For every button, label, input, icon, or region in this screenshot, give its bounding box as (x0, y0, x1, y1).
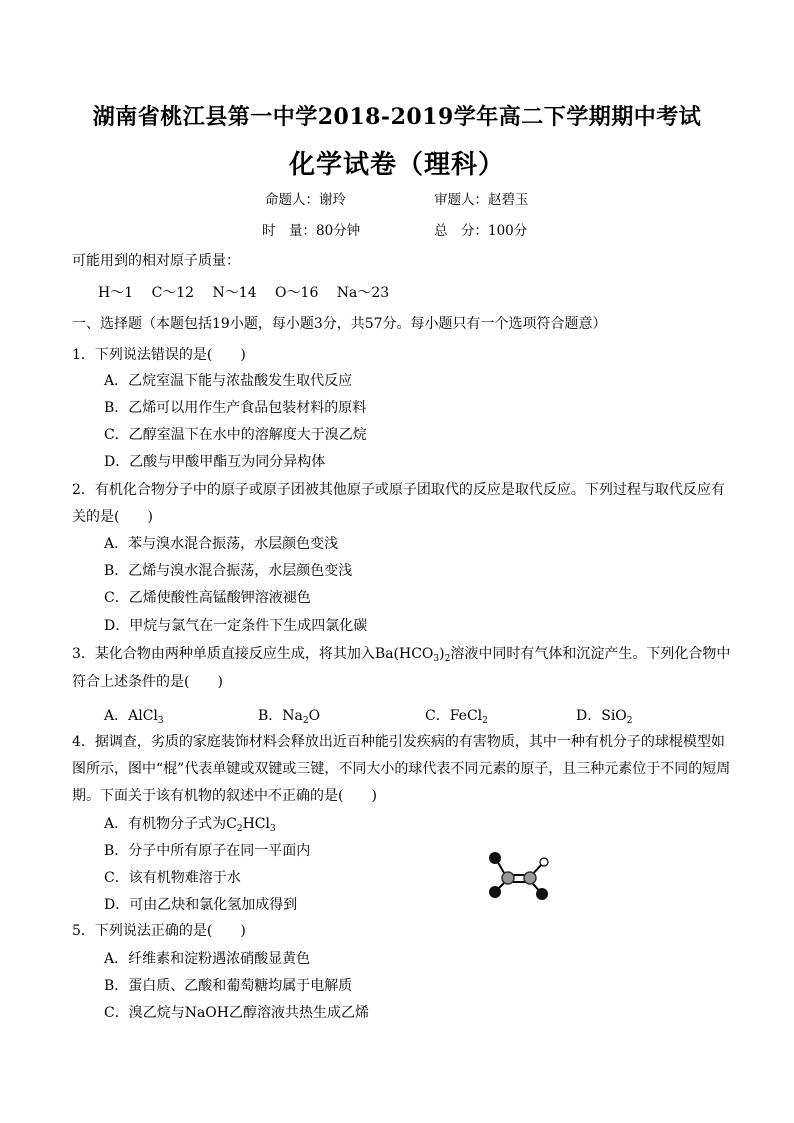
question-1-option-a: A．乙烷室温下能与浓盐酸发生取代反应 (104, 373, 353, 389)
question-3-option-a (104, 707, 164, 730)
question-5-option-c: C．溴乙烷与NaOH乙醇溶液共热生成乙烯 (104, 1005, 369, 1021)
section-heading: 一、选择题（本题包括19小题，每小题3分，共57分。每小题只有一个选项符合题意） (72, 316, 607, 332)
q3-stem-sub2: 2 (444, 654, 451, 664)
atomic-mass-values: H～1 C～12 N～14 O～16 Na～23 (98, 285, 390, 301)
question-4-stem-line-1: 4．据调查，劣质的家庭装饰材料会释放出近百种能引发疾病的有害物质，其中一种有机分子的球棍模型如 (72, 734, 725, 750)
q3-a-sub: 3 (157, 716, 164, 726)
question-1-option-d: D．乙酸与甲酸甲酯互为同分异构体 (104, 454, 326, 470)
q3-stem-pre: 3．某化合物由两种单质直接反应生成，将其加入Ba(HCO (72, 646, 434, 662)
question-1-option-b: B．乙烯可以用作生产食品包装材料的原料 (104, 400, 367, 416)
ball-and-stick-model-figure (480, 845, 560, 905)
q3-d-pre: D．SiO (576, 708, 627, 724)
q3-stem-sub: 3 (433, 654, 440, 664)
question-5-stem: 5．下列说法正确的是( ) (72, 923, 246, 939)
question-4-option-b: B．分子中所有原子在同一平面内 (104, 843, 311, 859)
question-2-stem-line-2: 关的是( ) (72, 509, 153, 525)
question-5-option-b: B．蛋白质、乙酸和葡萄糖均属于电解质 (104, 978, 353, 994)
question-2-stem-line-1: 2．有机化合物分子中的原子或原子团被其他原子或原子团取代的反应是取代反应。下列过程与取代反应有 (72, 482, 725, 498)
q3-b-sub: 2 (302, 716, 309, 726)
q4-a-mid: HCl (242, 816, 270, 832)
question-4-option-d: D．可由乙炔和氯化氢加成得到 (104, 897, 298, 913)
question-3-option-c (425, 707, 488, 730)
q3-stem-mid: ) (439, 646, 445, 662)
atomic-mass-label: 可能用到的相对原子质量： (72, 253, 240, 269)
time-limit: 时 量：80分钟 (262, 223, 361, 239)
q3-c-pre: C．FeCl (425, 708, 483, 724)
question-2-option-a: A．苯与溴水混合振荡，水层颜色变浅 (104, 536, 339, 552)
carbon-atom (524, 872, 536, 884)
q3-b-pre: B．Na (258, 708, 303, 724)
q3-b-post: O (308, 708, 321, 724)
question-4-option-a (104, 815, 276, 838)
q4-a-sub1: 2 (236, 824, 243, 834)
q3-c-sub: 2 (482, 716, 488, 726)
question-1-stem: 1．下列说法错误的是( ) (72, 347, 246, 363)
chlorine-atom (536, 888, 548, 900)
question-2-option-b: B．乙烯与溴水混合振荡，水层颜色变浅 (104, 563, 353, 579)
question-4-stem-line-2: 图所示，图中“棍”代表单键或双键或三键，不同大小的球代表不同元素的原子，且三种元素位于不同的短周 (72, 761, 731, 777)
q3-a-pre: A．AlCl (104, 708, 158, 724)
q3-stem-post: 溶液中同时有气体和沉淀产生。下列化合物中 (450, 646, 731, 662)
exam-title: 湖南省桃江县第一中学2018-2019学年高二下学期期中考试 (92, 104, 702, 130)
question-3-stem-line-2: 符合上述条件的是( ) (72, 674, 223, 690)
question-2-option-d: D．甲烷与氯气在一定条件下生成四氯化碳 (104, 618, 368, 634)
question-5-option-a: A．纤维素和淀粉遇浓硝酸显黄色 (104, 951, 311, 967)
question-2-option-c: C．乙烯使酸性高锰酸钾溶液褪色 (104, 590, 311, 606)
chlorine-atom (489, 852, 501, 864)
question-4-stem-line-3: 期。下面关于该有机物的叙述中不正确的是( ) (72, 788, 377, 804)
hydrogen-atom (540, 858, 548, 866)
carbon-atom (502, 872, 514, 884)
q3-d-sub: 2 (626, 716, 633, 726)
reviewer: 审题人：赵碧玉 (434, 192, 529, 208)
total-score: 总 分：100分 (434, 223, 528, 239)
question-3-option-d (576, 707, 633, 730)
proposer: 命题人：谢玲 (265, 192, 346, 208)
chlorine-atom (489, 886, 501, 898)
question-3-stem-line-1 (72, 645, 730, 668)
question-3-option-b (258, 707, 320, 730)
exam-subtitle: 化学试卷（理科） (288, 150, 505, 180)
q4-a-pre: A．有机物分子式为C (104, 816, 237, 832)
q4-a-sub2: 3 (269, 824, 276, 834)
question-4-option-c: C．该有机物难溶于水 (104, 870, 241, 886)
question-1-option-c: C．乙醇室温下在水中的溶解度大于溴乙烷 (104, 427, 367, 443)
